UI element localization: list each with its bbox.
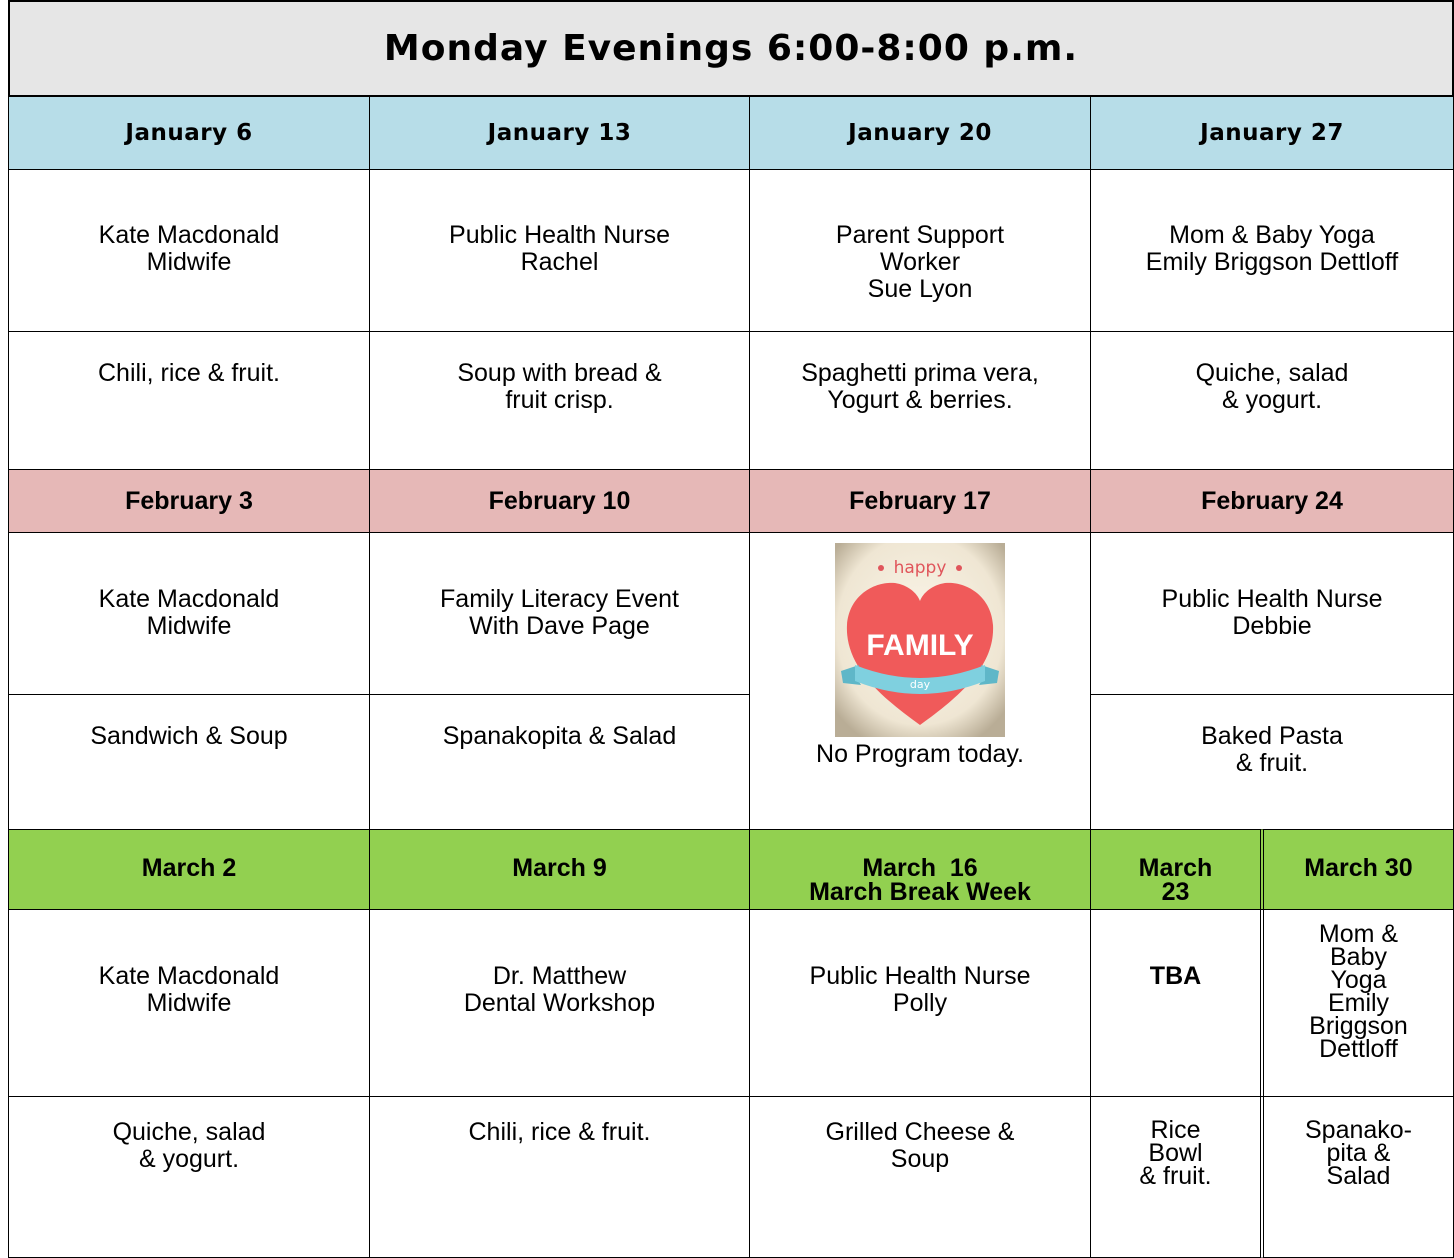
meal-line: & yogurt. [1221,386,1323,414]
speaker-line: Briggson [1309,1012,1408,1040]
meal-line: Quiche, salad [1195,359,1349,387]
date-label: January 13 [487,119,632,146]
speaker-line: Polly [892,989,948,1017]
meal-cell-mar-16 [749,1096,1091,1258]
meal-line: Grilled Cheese & [825,1118,1015,1146]
meal-line: Spanako- [1304,1116,1413,1144]
speaker-line: Baby [1330,943,1387,971]
date-header-jan-27 [1090,96,1454,170]
speaker-line: Dettloff [1319,1035,1398,1063]
meal-line: fruit crisp. [505,386,614,414]
meal-line: Chili, rice & fruit. [98,359,280,387]
speaker-line: Parent Support [835,221,1005,249]
meal-cell-feb-24 [1090,694,1454,830]
meal-line: Salad [1326,1162,1391,1190]
dot-icon [956,565,962,571]
speaker-line: Debbie [1232,612,1312,640]
meal-cell-mar-23 [1090,1096,1261,1258]
date-header-jan-6 [8,96,370,170]
speaker-line: Mom & Baby Yoga [1169,221,1375,249]
meal-line: Bowl [1148,1139,1203,1167]
speaker-cell-jan-6 [8,169,370,332]
speaker-line: Midwife [146,612,232,640]
date-header-feb-24 [1090,469,1454,533]
date-label: January 6 [125,119,253,146]
speaker-cell-jan-27 [1090,169,1454,332]
speaker-cell-jan-13 [369,169,750,332]
meal-cell-feb-10 [369,694,750,830]
speaker-cell-mar-9 [369,909,750,1097]
date-header-jan-20 [749,96,1091,170]
speaker-line: Yoga [1330,966,1387,994]
date-header-mar-9 [369,829,750,910]
date-label: February 17 [849,486,991,515]
date-label: February 10 [488,486,631,515]
meal-cell-feb-3 [8,694,370,830]
speaker-line: With Dave Page [469,612,650,640]
image-text-day: day [909,678,931,691]
speaker-cell-feb-24 [1090,532,1454,695]
speaker-line: Mom & [1318,920,1399,948]
date-label: 23 [1161,878,1190,906]
meal-cell-mar-30 [1260,1096,1454,1258]
page-title: Monday Evenings 6:00-8:00 p.m. [383,28,1079,69]
date-header-feb-10 [369,469,750,533]
meal-line: Soup with bread & [457,359,662,387]
meal-line: Sandwich & Soup [90,722,288,750]
speaker-line: Rachel [520,248,599,276]
no-program-note: No Program today. [816,740,1024,768]
speaker-cell-feb-10 [369,532,750,695]
speaker-line: Kate Macdonald [98,221,280,249]
meal-cell-mar-2 [8,1096,370,1258]
meal-cell-jan-6 [8,331,370,470]
date-label: January 20 [848,119,992,146]
speaker-line: Dental Workshop [463,989,656,1017]
meal-line: Chili, rice & fruit. [468,1118,651,1146]
meal-line: Rice [1150,1116,1201,1144]
meal-line: & fruit. [1139,1162,1212,1190]
speaker-line: Family Literacy Event [440,585,679,613]
meal-line: Spaghetti prima vera, [801,359,1039,387]
date-label: February 3 [125,486,253,515]
meal-line: & fruit. [1235,749,1309,777]
speaker-line: Sue Lyon [867,275,973,303]
speaker-line: Kate Macdonald [98,962,280,990]
meal-cell-jan-20 [749,331,1091,470]
date-label: January 27 [1200,119,1344,146]
speaker-cell-mar-2 [8,909,370,1097]
speaker-cell-feb-3 [8,532,370,695]
meal-cell-jan-13 [369,331,750,470]
speaker-line: Worker [879,248,961,276]
speaker-cell-mar-23 [1090,909,1261,1097]
date-header-feb-3 [8,469,370,533]
speaker-line: Midwife [146,248,232,276]
meal-cell-jan-27 [1090,331,1454,470]
family-day-image [835,543,1005,737]
schedule-title-cell [8,0,1454,97]
image-text-family: FAMILY [866,629,974,662]
date-label: March 2 [141,854,237,882]
date-label: March [1138,854,1213,882]
date-label: March 30 [1304,854,1413,882]
date-label: March 16 [862,854,978,882]
image-text-happy: happy [893,558,947,578]
meal-line: & yogurt. [138,1145,240,1173]
date-header-mar-30 [1260,829,1454,910]
meal-line: Quiche, salad [112,1118,266,1146]
speaker-line: TBA [1149,962,1202,990]
speaker-line: Public Health Nurse [1161,585,1383,613]
meal-line: Baked Pasta [1201,722,1343,750]
speaker-line: Emily Briggson Dettloff [1145,248,1399,276]
meal-line: Spanakopita & Salad [442,722,677,750]
date-header-jan-13 [369,96,750,170]
speaker-cell-jan-20 [749,169,1091,332]
dot-icon [878,565,884,571]
meal-line: Soup [890,1145,950,1173]
date-header-mar-16 [749,829,1091,910]
date-label: February 24 [1201,486,1343,515]
speaker-line: Public Health Nurse [449,221,670,249]
meal-line: Yogurt & berries. [827,386,1013,414]
speaker-line: Emily [1327,989,1390,1017]
speaker-line: Public Health Nurse [809,962,1031,990]
speaker-cell-mar-16 [749,909,1091,1097]
speaker-line: Kate Macdonald [98,585,280,613]
date-header-mar-23 [1090,829,1261,910]
date-label: March 9 [512,854,607,882]
meal-line: pita & [1326,1139,1391,1167]
date-header-feb-17 [749,469,1091,533]
date-header-mar-2 [8,829,370,910]
family-day-cell [749,532,1091,830]
speaker-line: Midwife [146,989,232,1017]
speaker-cell-mar-30 [1260,909,1454,1097]
break-week-label: March Break Week [809,878,1031,906]
speaker-line: Dr. Matthew [492,962,627,990]
meal-cell-mar-9 [369,1096,750,1258]
